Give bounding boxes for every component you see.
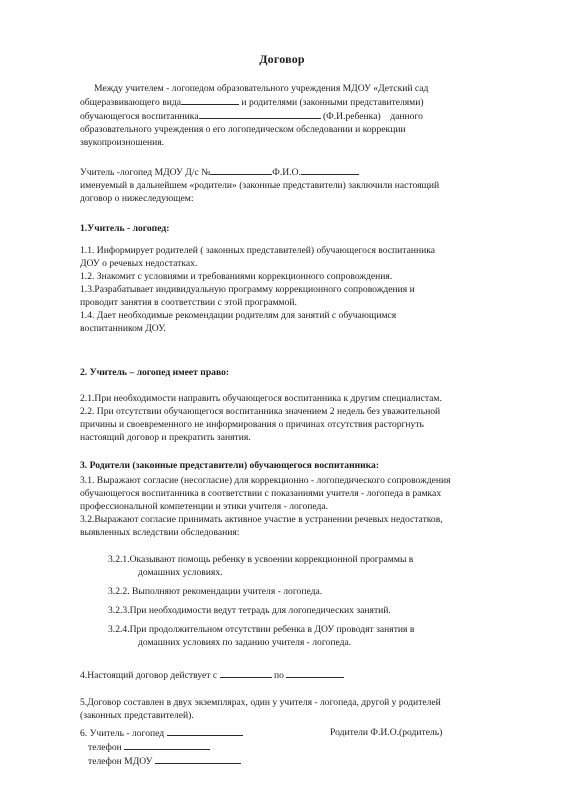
teacher-line: договор о нижеследующем:	[80, 193, 194, 204]
clause-line: причины и своевременного не информирования о причинах отсутствия расторгнуть	[80, 419, 424, 430]
clause-line: воспитанником ДОУ.	[80, 323, 166, 334]
phone-line: телефон	[80, 740, 524, 754]
clause-line: 5.Договор составлен в двух экземплярах, один у учителя - логопеда, другой у родителей	[80, 697, 441, 708]
section-6-signatures	[80, 726, 524, 768]
teacher-line: именуемый в дальнейшем «родители» (законные представители) заключили настоящий	[80, 180, 440, 191]
parents-signature-label: Родители Ф.И.О.(родитель)	[330, 727, 443, 738]
clause-line: 3.2.2. Выполняют рекомендации учителя - логопеда.	[108, 586, 323, 597]
clause-line: 3.2.3.При необходимости ведут тетрадь для логопедических занятий.	[108, 605, 391, 616]
section-1-heading: 1.Учитель - логопед:	[80, 223, 170, 234]
date-to-field	[286, 668, 344, 678]
clause-line: выявленных вследствии обследования:	[80, 527, 240, 538]
section-2-body	[80, 392, 524, 444]
clause-line: 1.2. Знакомит с условиями и требованиями коррекционного сопровождения.	[80, 271, 393, 282]
section-2-heading: 2. Учитель – логопед имеет право:	[80, 367, 230, 378]
mdou-phone-field	[155, 754, 241, 764]
intro-paragraph	[80, 82, 524, 149]
clause-line: ДОУ о речевых недостатках.	[80, 258, 198, 269]
validity-line: 4.Настоящий договор действует с по	[80, 668, 524, 682]
section-3-heading: 3. Родители (законные представители) обучающегося воспитанника:	[80, 460, 380, 471]
date-from-field	[220, 668, 272, 678]
clause-line: 3.2.Выражают согласие принимать активное участие в устранении речевых недостатков,	[80, 514, 443, 525]
teacher-paragraph	[80, 165, 524, 205]
document-title: Договор	[259, 52, 305, 66]
clause-line: 1.3.Разрабатывает индивидуальную программу коррекционного сопровождения и	[80, 284, 415, 295]
intro-line: обучающегося воспитанника (Ф.И.ребенка) данного	[80, 111, 423, 122]
intro-line: Между учителем - логопедом образовательного учреждения МДОУ «Детский сад	[94, 83, 429, 94]
clause-line: домашних условиях по заданию учителя - логопеда.	[138, 637, 352, 648]
teacher-signature-line: 6. Учитель - логопед	[80, 726, 524, 740]
clause-line: 1.4. Дает необходимые рекомендации родителям для занятий с обучающимся	[80, 310, 397, 321]
clause-line: 2.1.При необходимости направить обучающегося воспитанника к другим специалистам.	[80, 393, 442, 404]
mdou-phone-line: телефон МДОУ	[80, 754, 524, 768]
clause-line: 3.2.1.Оказывают помощь ребенку в усвоении коррекционной программы в	[108, 554, 414, 565]
clause-line: проводит занятия в соответствии с этой программой.	[80, 297, 297, 308]
section-3-body	[80, 474, 524, 539]
fill-line	[210, 165, 272, 175]
section-3-subclauses	[108, 553, 518, 649]
teacher-line: Учитель -логопед МДОУ Д/с № Ф.И.О.	[80, 165, 524, 179]
intro-line: звукопроизношения.	[80, 137, 165, 148]
fill-line	[199, 109, 321, 119]
clause-line: 3.2.4.При продолжительном отсутствии ребенка в ДОУ проводят занятия в	[108, 624, 415, 635]
section-1-body	[80, 244, 524, 335]
phone-field	[124, 740, 210, 750]
section-5	[80, 696, 524, 722]
fill-line	[181, 95, 239, 105]
clause-line: (законных представителей).	[80, 710, 194, 721]
signature-field	[167, 726, 243, 736]
clause-line: настоящий договор и прекратить занятия.	[80, 432, 251, 443]
clause-line: домашних условиях.	[138, 567, 223, 578]
intro-line: образовательного учреждения о его логопедическом обследовании и коррекции	[80, 124, 406, 135]
clause-line: обучающегося воспитанника в соответствии с показаниями учителя - логопеда в рамках	[80, 488, 442, 499]
clause-line: 3.1. Выражают согласие (несогласие) для коррекционно - логопедического сопровождения	[80, 475, 451, 486]
intro-line: общеразвивающего вида и родителями (законными представителями)	[80, 97, 424, 108]
fill-line	[301, 165, 359, 175]
section-4	[80, 668, 524, 682]
clause-line: 1.1. Информирует родителей ( законных представителей) обучающегося воспитанника	[80, 245, 436, 256]
clause-line: профессиональной компетенции и этики учителя - логопеда.	[80, 501, 329, 512]
clause-line: 2.2. При отсутствии обучающегося воспитанника значением 2 недель без уважительной	[80, 406, 441, 417]
